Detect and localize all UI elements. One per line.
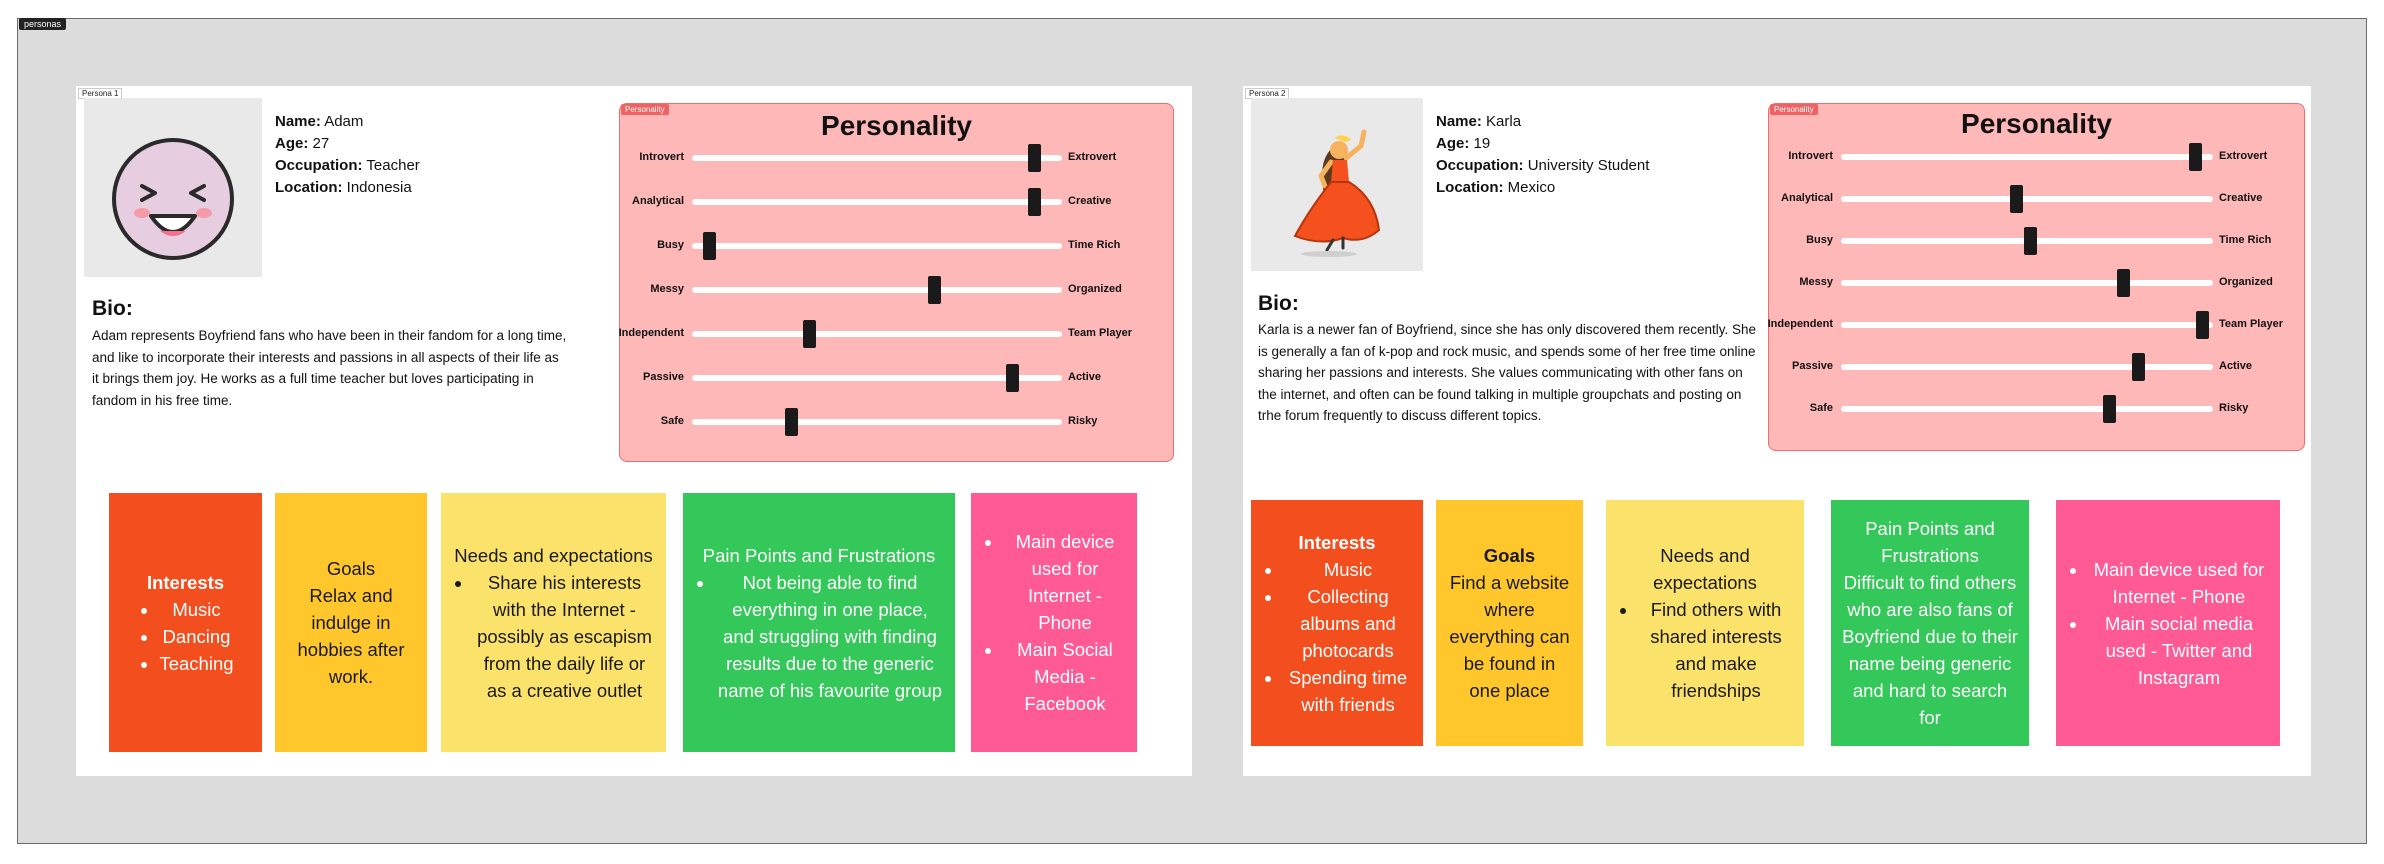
avatar [84, 98, 262, 277]
trait-right-label: Organized [2219, 276, 2273, 288]
slider-thumb[interactable] [2010, 185, 2023, 213]
devices-card [2056, 500, 2280, 746]
pain-points-card [683, 493, 955, 752]
slider-track[interactable] [1841, 322, 2213, 328]
trait-left-label: Messy [650, 283, 684, 295]
list-item: • Teaching [159, 650, 233, 677]
info-age: Age: 19 [1436, 135, 1491, 152]
bio-text: Adam represents Boyfriend fans who have been in their fandom for a long time, and like to incorporate their interests and passions in all aspects of their life as it brings them joy. He works as a full time teacher but loves participating in fandom in his free time. [92, 328, 567, 408]
trait-left-label: Analytical [1781, 192, 1833, 204]
trait-right-label: Extrovert [1068, 151, 1117, 163]
trait-right-label: Creative [1068, 195, 1112, 207]
frame-label[interactable]: Persona 2 [1245, 88, 1289, 99]
info-occupation: Occupation: University Student [1436, 157, 1650, 174]
card-heading: Needs and expectations [1653, 545, 1757, 593]
list-item: • Main device used for Internet - Phone [1003, 528, 1127, 636]
slider-thumb[interactable] [2024, 227, 2037, 255]
card-heading: Needs and expectations [454, 544, 653, 566]
trait-right-label: Time Rich [2219, 234, 2272, 246]
dancer-icon [1251, 98, 1423, 271]
personality-tag[interactable]: Personality [621, 104, 669, 115]
pain-points-card [1831, 500, 2029, 746]
frame-label[interactable]: Persona 1 [78, 88, 122, 99]
personality-title: Personality [821, 110, 972, 141]
list-item: • Main social media used - Twitter and Instagram [2088, 610, 2270, 691]
bio-title: Bio: [92, 297, 133, 320]
slider-track[interactable] [692, 287, 1062, 293]
card-list [1261, 556, 1413, 718]
slider-track[interactable] [1841, 154, 2213, 160]
trait-left-label: Independent [618, 327, 684, 339]
card-heading: Goals [1483, 545, 1536, 566]
list-item: • Collecting albums and photocards [1283, 583, 1413, 664]
slider-track[interactable] [1841, 406, 2213, 412]
goals-card [1436, 500, 1583, 746]
personality-title: Personality [1961, 108, 2112, 139]
slider-track[interactable] [692, 199, 1062, 205]
list-item: • Dancing [159, 623, 233, 650]
list-item: • Find others with shared interests and make friendships [1638, 596, 1794, 704]
interests-card [109, 493, 262, 752]
trait-right-label: Active [2219, 360, 2253, 372]
list-item: • Share his interests with the Internet - possibly as escapism from the daily life or as a creative outlet [473, 569, 656, 704]
slider-thumb[interactable] [2103, 395, 2116, 423]
slider-track[interactable] [692, 243, 1062, 249]
card-heading: Goals [326, 558, 376, 579]
info-location: Location: Mexico [1436, 179, 1556, 196]
card-heading: Pain Points and Frustrations [702, 544, 936, 566]
trait-right-label: Time Rich [1068, 239, 1121, 251]
card-list [981, 528, 1127, 717]
canvas-label[interactable]: personas [19, 18, 66, 30]
persona-info [275, 111, 420, 199]
trait-left-label: Passive [1792, 360, 1833, 372]
slider-track[interactable] [1841, 196, 2213, 202]
slider-thumb[interactable] [1028, 188, 1041, 216]
card-list [1616, 596, 1794, 704]
trait-left-label: Introvert [639, 151, 684, 163]
slider-thumb[interactable] [803, 320, 816, 348]
trait-left-label: Safe [1809, 402, 1833, 414]
trait-left-label: Safe [660, 415, 684, 427]
slider-thumb[interactable] [1006, 364, 1019, 392]
slider-thumb[interactable] [703, 232, 716, 260]
slider-track[interactable] [692, 331, 1062, 337]
trait-left-label: Analytical [632, 195, 684, 207]
slider-thumb[interactable] [2132, 353, 2145, 381]
slider-track[interactable] [692, 419, 1062, 425]
needs-card [441, 493, 666, 752]
list-item: • Music [1283, 556, 1413, 583]
card-text: Relax and indulge in hobbies after work. [297, 585, 405, 687]
trait-right-label: Team Player [2219, 318, 2284, 330]
card-heading: Interests [146, 571, 225, 593]
card-list [451, 569, 656, 704]
list-item: • Main device used for Internet - Phone [2088, 556, 2270, 610]
trait-left-label: Independent [1767, 318, 1833, 330]
slider-track[interactable] [692, 155, 1062, 161]
bio-text: Karla is a newer fan of Boyfriend, since she has only discovered them recently. She is generally a fan of k-pop and rock music, and spends some of her free time online sharing her passions and interests. She values communicating with other fans on the internet, and often can be found talking in multiple groupchats and posting on trhe forum frequently to discuss different topics. [1258, 322, 1757, 423]
card-list [137, 596, 233, 677]
trait-right-label: Organized [1068, 283, 1122, 295]
card-list [693, 569, 945, 704]
slider-track[interactable] [1841, 364, 2213, 370]
slider-thumb[interactable] [1028, 144, 1041, 172]
card-text: Difficult to find others who are also fans of Boyfriend due to their name being generic and hard to search for [1842, 572, 2018, 728]
needs-card [1606, 500, 1804, 746]
slider-track[interactable] [1841, 280, 2213, 286]
persona-info [1436, 111, 1649, 199]
trait-left-label: Passive [643, 371, 684, 383]
list-item: • Music [159, 596, 233, 623]
info-occupation: Occupation: Teacher [275, 157, 420, 174]
trait-right-label: Team Player [1068, 327, 1133, 339]
info-location: Location: Indonesia [275, 179, 412, 196]
trait-left-label: Introvert [1788, 150, 1833, 162]
trait-right-label: Creative [2219, 192, 2263, 204]
card-list [2066, 556, 2270, 691]
bio-title: Bio: [1258, 292, 1299, 315]
card-text: Find a website where everything can be found in one place [1449, 572, 1570, 701]
list-item: • Main Social Media - Facebook [1003, 636, 1127, 717]
list-item: • Spending time with friends [1283, 664, 1413, 718]
trait-left-label: Messy [1799, 276, 1833, 288]
trait-right-label: Risky [1068, 415, 1098, 427]
info-name: Name: Adam [275, 113, 364, 130]
slider-thumb[interactable] [2196, 311, 2209, 339]
trait-left-label: Busy [1806, 234, 1833, 246]
trait-right-label: Extrovert [2219, 150, 2268, 162]
slider-thumb[interactable] [928, 276, 941, 304]
personality-panel [619, 103, 1174, 462]
personality-panel [1768, 103, 2305, 451]
personality-tag[interactable]: Personality [1770, 104, 1818, 115]
slider-thumb[interactable] [2117, 269, 2130, 297]
info-name: Name: Karla [1436, 113, 1522, 130]
slider-thumb[interactable] [785, 408, 798, 436]
slider-thumb[interactable] [2189, 143, 2202, 171]
devices-card [971, 493, 1137, 752]
trait-right-label: Risky [2219, 402, 2249, 414]
info-age: Age: 27 [275, 135, 330, 152]
avatar [1251, 98, 1423, 271]
list-item: • Not being able to find everything in one place, and struggling with finding results due to the generic name of his favourite group [715, 569, 945, 704]
trait-left-label: Busy [657, 239, 684, 251]
card-heading: Pain Points and Frustrations [1865, 518, 1995, 566]
goals-card [275, 493, 427, 752]
card-heading: Interests [1298, 531, 1376, 553]
smiling-face-icon [84, 98, 262, 277]
trait-right-label: Active [1068, 371, 1102, 383]
interests-card [1251, 500, 1423, 746]
